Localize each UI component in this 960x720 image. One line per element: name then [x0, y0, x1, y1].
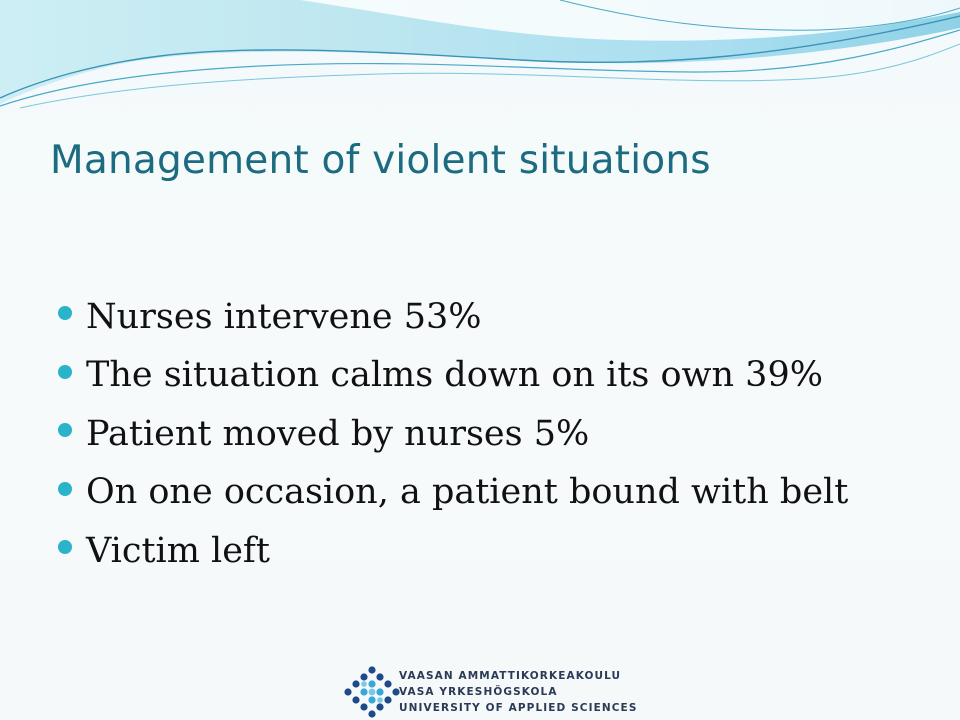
- bullet-item: [58, 464, 938, 523]
- bullet-dot-icon: [58, 482, 72, 496]
- header-wave-decoration: [0, 0, 960, 120]
- bullet-text: Patient moved by nurses 5%: [86, 413, 590, 454]
- logo-text: [399, 668, 638, 716]
- bullet-item: [58, 288, 938, 347]
- logo-line: VASA YRKESHÖGSKOLA: [399, 686, 558, 698]
- logo-line: VAASAN AMMATTIKORKEAKOULU: [399, 670, 622, 682]
- bullet-list: [58, 288, 938, 581]
- bullet-dot-icon: [58, 365, 72, 379]
- bullet-item: [58, 347, 938, 406]
- bullet-item: [58, 405, 938, 464]
- slide-title: Management of violent situations: [50, 138, 711, 183]
- bullet-text: Victim left: [86, 530, 270, 571]
- bullet-dot-icon: [58, 306, 72, 320]
- bullet-dot-icon: [58, 540, 72, 554]
- logo-line: UNIVERSITY OF APPLIED SCIENCES: [399, 702, 638, 714]
- bullet-text: The situation calms down on its own 39%: [86, 355, 823, 396]
- university-logo: [344, 664, 638, 720]
- bullet-dot-icon: [58, 423, 72, 437]
- bullet-text: On one occasion, a patient bound with belt: [86, 472, 849, 513]
- bullet-item: [58, 522, 938, 581]
- bullet-text: Nurses intervene 53%: [86, 296, 482, 337]
- logo-diamond-icon: [344, 664, 400, 720]
